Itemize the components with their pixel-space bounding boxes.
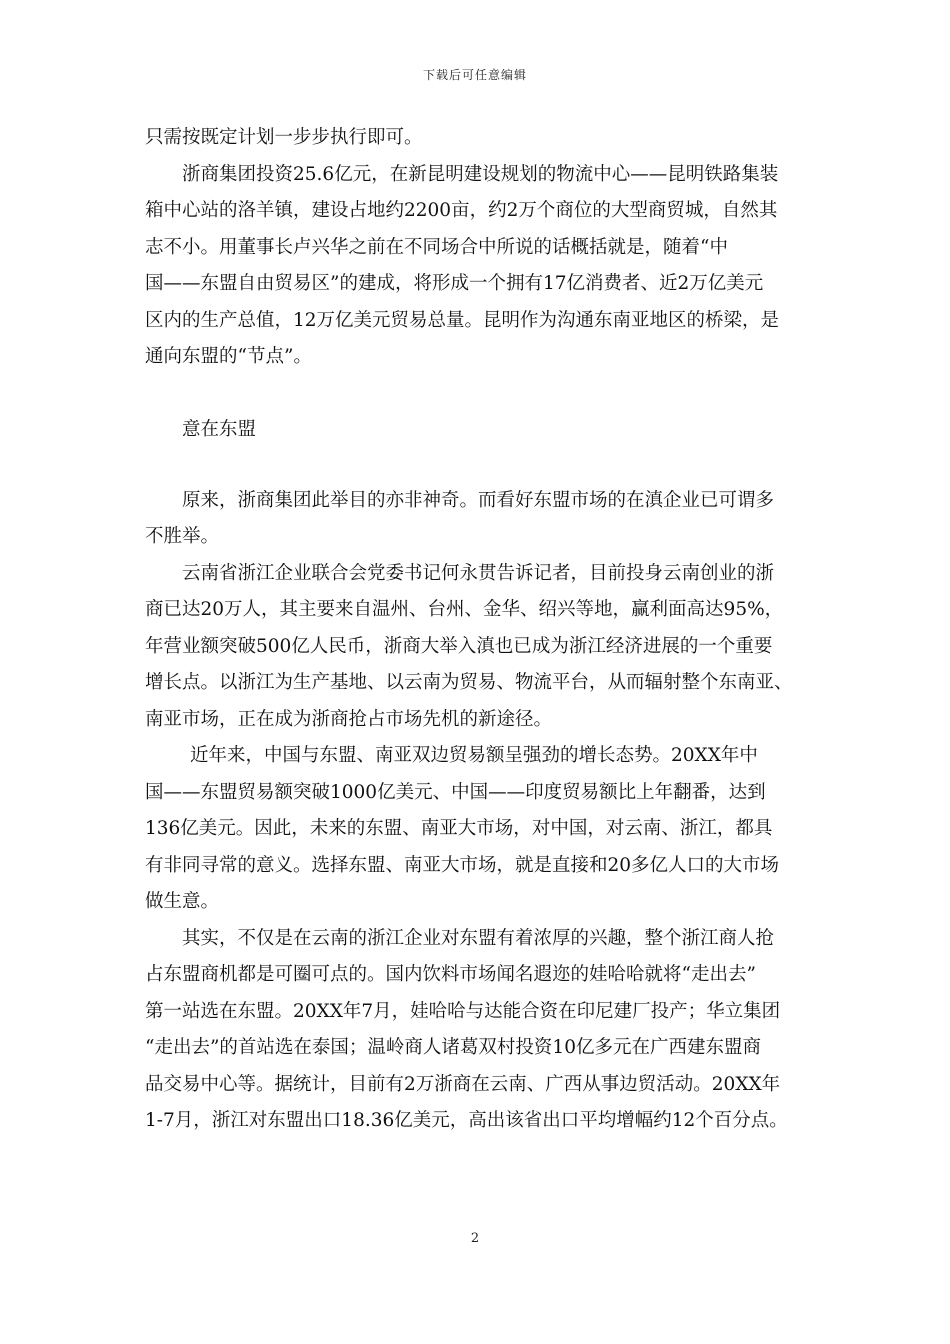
text-line: 不胜举。 [145, 526, 220, 547]
text-line: 只需按既定计划一步步执行即可。 [145, 127, 423, 148]
text-line: 第一站选在东盟。20XX年7月，娃哈哈与达能合资在印尼建厂投产；华立集团 [145, 1000, 781, 1022]
text-line: 有非同寻常的意义。选择东盟、南亚大市场，就是直接和20多亿人口的大市场 [145, 854, 780, 876]
text-line: 志不小。用董事长卢兴华之前在不同场合中所说的话概括就是，随着“中 [145, 236, 728, 258]
text-line: 南亚市场，正在成为浙商抢占市场先机的新途径。 [145, 708, 553, 730]
text-line: 136亿美元。因此，未来的东盟、南亚大市场，对中国，对云南、浙江，都具 [145, 818, 773, 839]
page-header: 下载后可任意编辑 [422, 68, 527, 82]
text-line: “走出去”的首站选在泰国；温岭商人诸葛双村投资10亿多元在广西建东盟商 [145, 1037, 761, 1058]
paragraph-gap [145, 376, 825, 413]
text-line: 做生意。 [145, 891, 220, 912]
text-line: 原来，浙商集团此举目的亦非神奇。而看好东盟市场的在滇企业已可谓多 [182, 489, 775, 511]
text-line: 国——东盟贸易额突破1000亿美元、中国——印度贸易额比上年翻番，达到 [145, 781, 766, 803]
text-line: 商已达20万人，其主要来自温州、台州、金华、绍兴等地，赢利面高达95%， [145, 599, 784, 620]
text-line: 品交易中心等。据统计，目前有2万浙商在云南、广西从事边贸活动。20XX年 [145, 1073, 781, 1095]
text-line: 1-7月，浙江对东盟出口18.36亿美元，高出该省出口平均增幅约12个百分点。 [145, 1110, 788, 1131]
section-heading: 意在东盟 [182, 419, 257, 440]
text-line: 近年来，中国与东盟、南亚双边贸易额呈强劲的增长态势。20XX年中 [190, 745, 758, 766]
text-line: 浙商集团投资25.6亿元，在新昆明建设规划的物流中心——昆明铁路集装 [182, 163, 779, 185]
text-line: 通向东盟的“节点”。 [145, 346, 312, 367]
text-line: 区内的生产总值，12万亿美元贸易总量。昆明作为沟通东南亚地区的桥梁，是 [145, 309, 780, 331]
text-line: 增长点。以浙江为生产基地、以云南为贸易、物流平台，从而辐射整个东南亚、 [145, 672, 793, 693]
text-line: 占东盟商机都是可圈可点的。国内饮料市场闻名遐迩的娃哈哈就将“走出去” [145, 964, 756, 985]
text-line: 其实，不仅是在云南的浙江企业对东盟有着浓厚的兴趣，整个浙江商人抢 [182, 927, 775, 949]
paragraph-gap [145, 449, 825, 483]
text-line: 云南省浙江企业联合会党委书记何永贯告诉记者，目前投身云南创业的浙 [182, 562, 775, 584]
text-line: 国——东盟自由贸易区”的建成，将形成一个拥有17亿消费者、近2万亿美元 [145, 273, 764, 294]
page-number: 2 [470, 1231, 480, 1246]
text-line: 年营业额突破500亿人民币，浙商大举入滇也已成为浙江经济进展的一个重要 [145, 635, 773, 657]
text-line: 箱中心站的洛羊镇，建设占地约2200亩，约2万个商位的大型商贸城，自然其 [145, 200, 778, 221]
document-body [145, 120, 825, 1140]
